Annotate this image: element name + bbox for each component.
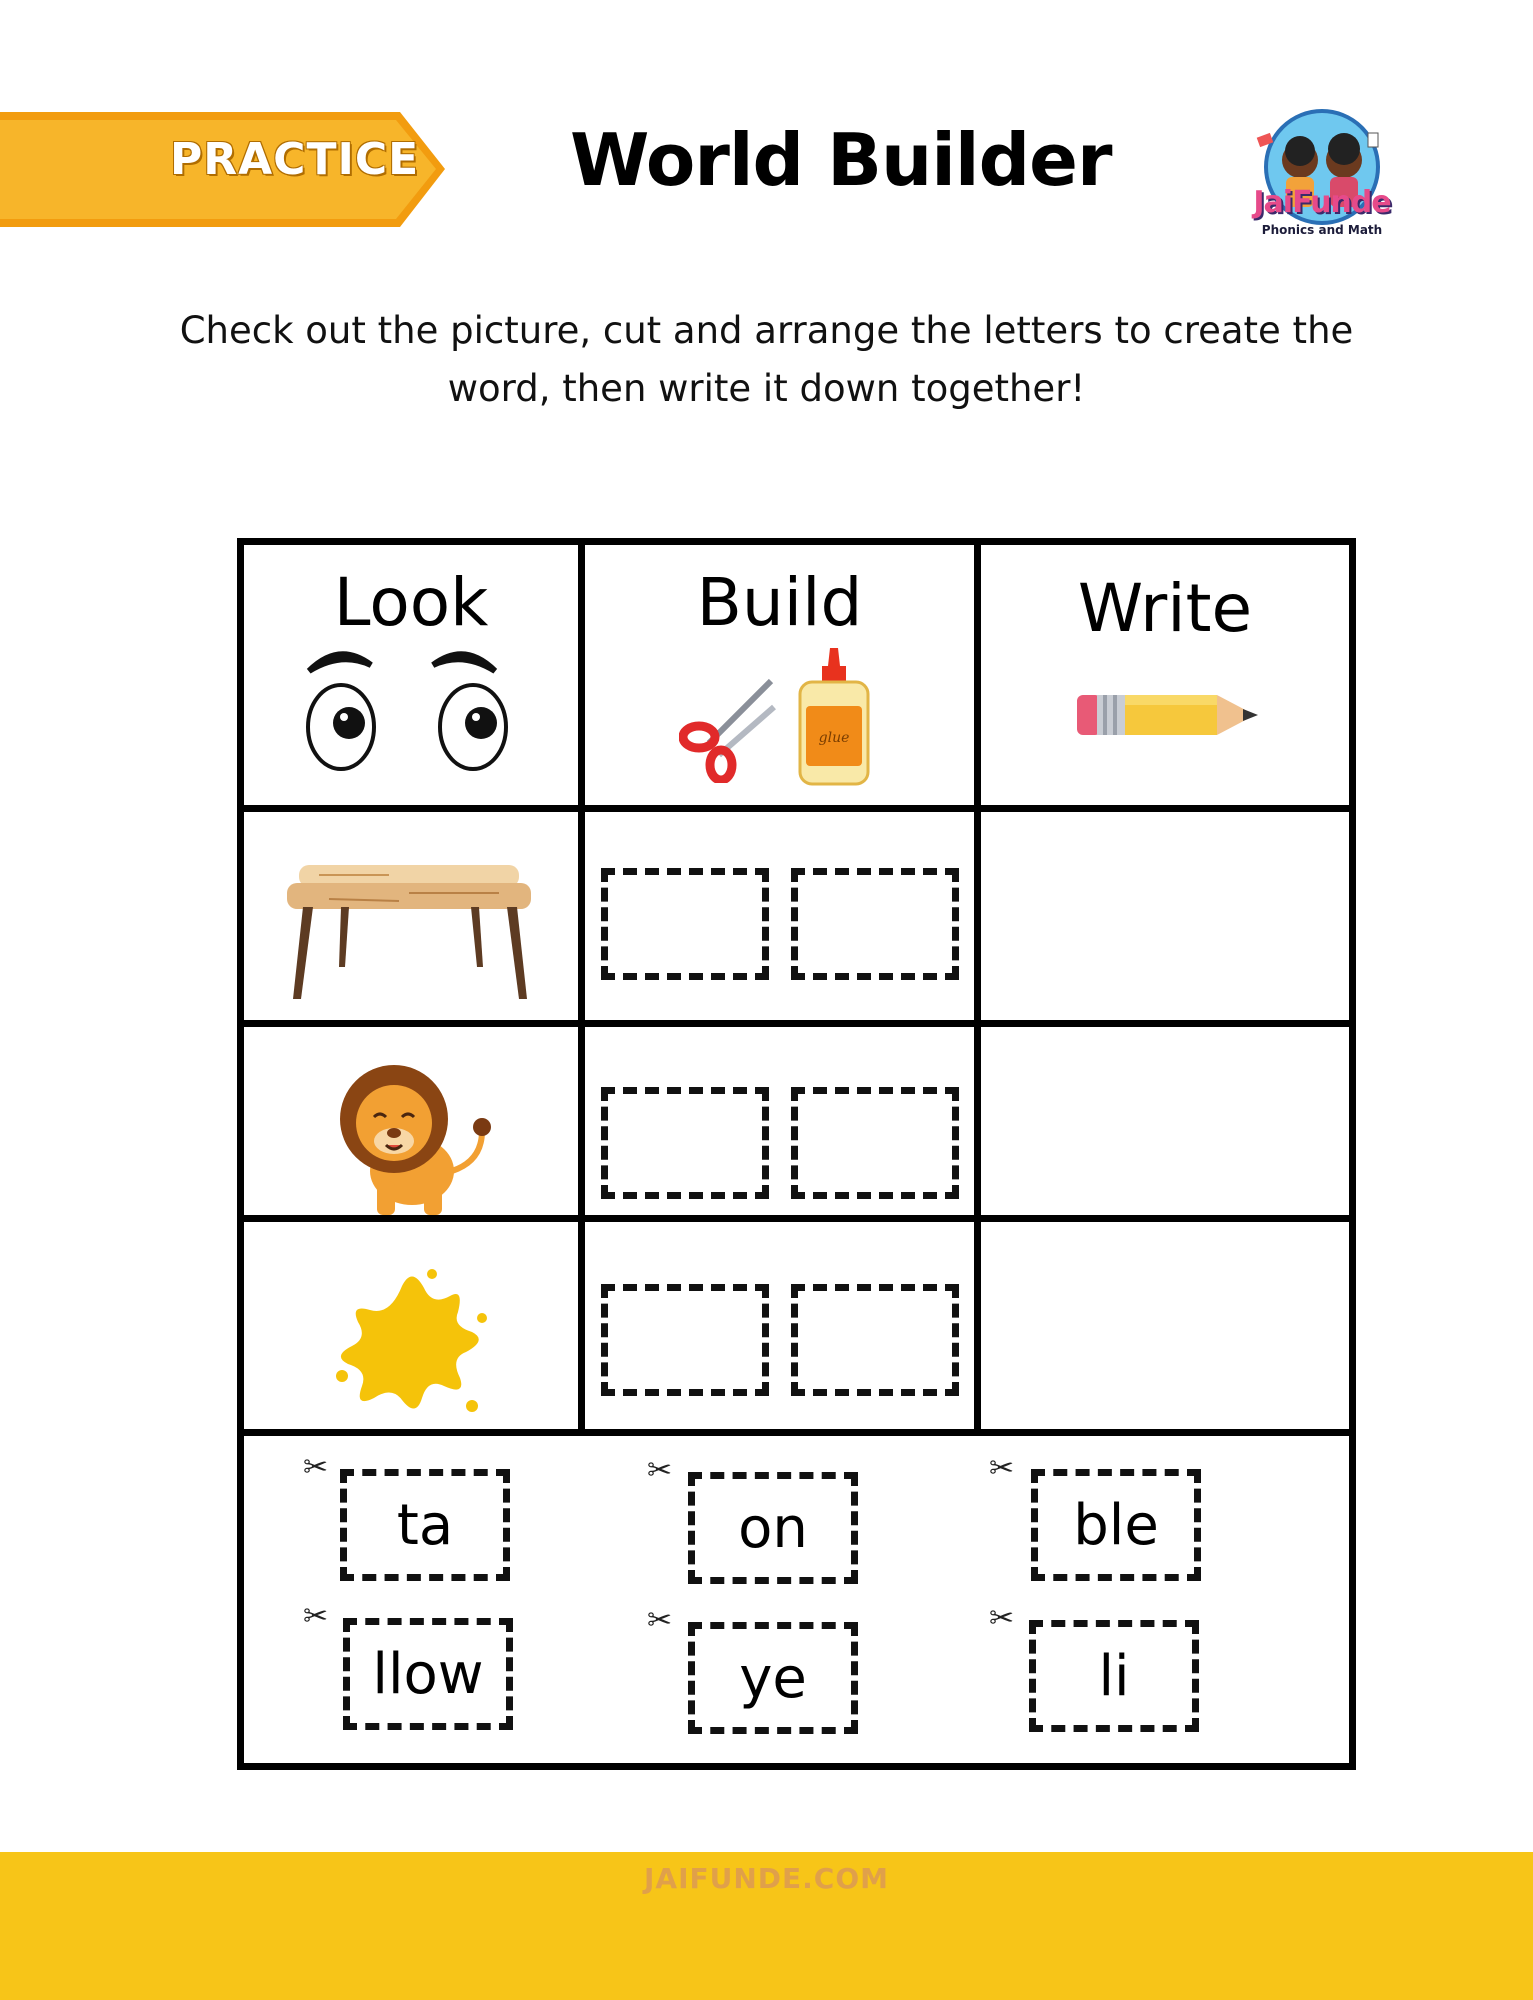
logo-name: JaiFunde — [1253, 185, 1391, 220]
letter-tile[interactable]: ble — [1031, 1469, 1201, 1581]
write-cell-3[interactable] — [981, 1222, 1349, 1429]
glue-label: glue — [818, 730, 850, 746]
column-header-look: Look — [333, 564, 489, 641]
build-slot-2b[interactable] — [791, 1087, 959, 1199]
yellow-splash-picture — [332, 1266, 492, 1426]
column-divider — [578, 538, 585, 1430]
scissors-icon: ✂ — [647, 1603, 673, 1638]
worksheet-table — [237, 538, 1356, 1770]
pencil-icon — [1077, 690, 1262, 740]
table-picture — [279, 863, 539, 1003]
column-header-write: Write — [1077, 570, 1253, 647]
table-border-bottom — [237, 1763, 1356, 1770]
row-divider — [237, 1429, 1356, 1436]
letter-tile[interactable]: li — [1029, 1620, 1199, 1732]
build-slot-3b[interactable] — [791, 1284, 959, 1396]
letter-tile[interactable]: llow — [343, 1618, 513, 1730]
scissors-icon: ✂ — [989, 1601, 1015, 1636]
build-slot-3a[interactable] — [601, 1284, 769, 1396]
row-divider — [237, 805, 1356, 812]
build-slot-1b[interactable] — [791, 868, 959, 980]
scissors-icon: ✂ — [303, 1599, 329, 1634]
instructions-text: Check out the picture, cut and arrange the letters to create the word, then write it down together! — [179, 309, 1354, 410]
build-slot-2a[interactable] — [601, 1087, 769, 1199]
footer-site-link[interactable]: JAIFUNDE.COM — [643, 1862, 890, 1895]
write-cell-2[interactable] — [981, 1027, 1349, 1215]
row-divider — [237, 1020, 1356, 1027]
scissors-icon: ✂ — [989, 1451, 1015, 1486]
table-border-top — [237, 538, 1356, 545]
logo-subtitle: Phonics and Math — [1261, 223, 1383, 237]
table-border-right — [1349, 538, 1356, 1770]
letter-tile[interactable]: on — [688, 1472, 858, 1584]
table-border-left — [237, 538, 244, 1770]
practice-label: PRACTICE — [170, 134, 420, 185]
build-slot-1a[interactable] — [601, 868, 769, 980]
scissors-icon — [679, 673, 779, 783]
column-divider — [974, 538, 981, 1430]
lion-picture — [332, 1061, 502, 1221]
write-cell-1[interactable] — [981, 812, 1349, 1020]
column-header-build: Build — [696, 564, 863, 641]
glue-bottle-icon — [794, 648, 874, 788]
scissors-icon: ✂ — [303, 1450, 329, 1485]
letter-tile[interactable]: ye — [688, 1622, 858, 1734]
page-title: World Builder — [570, 118, 1112, 202]
eyes-icon — [299, 643, 519, 773]
scissors-icon: ✂ — [647, 1453, 673, 1488]
letter-tile[interactable]: ta — [340, 1469, 510, 1581]
